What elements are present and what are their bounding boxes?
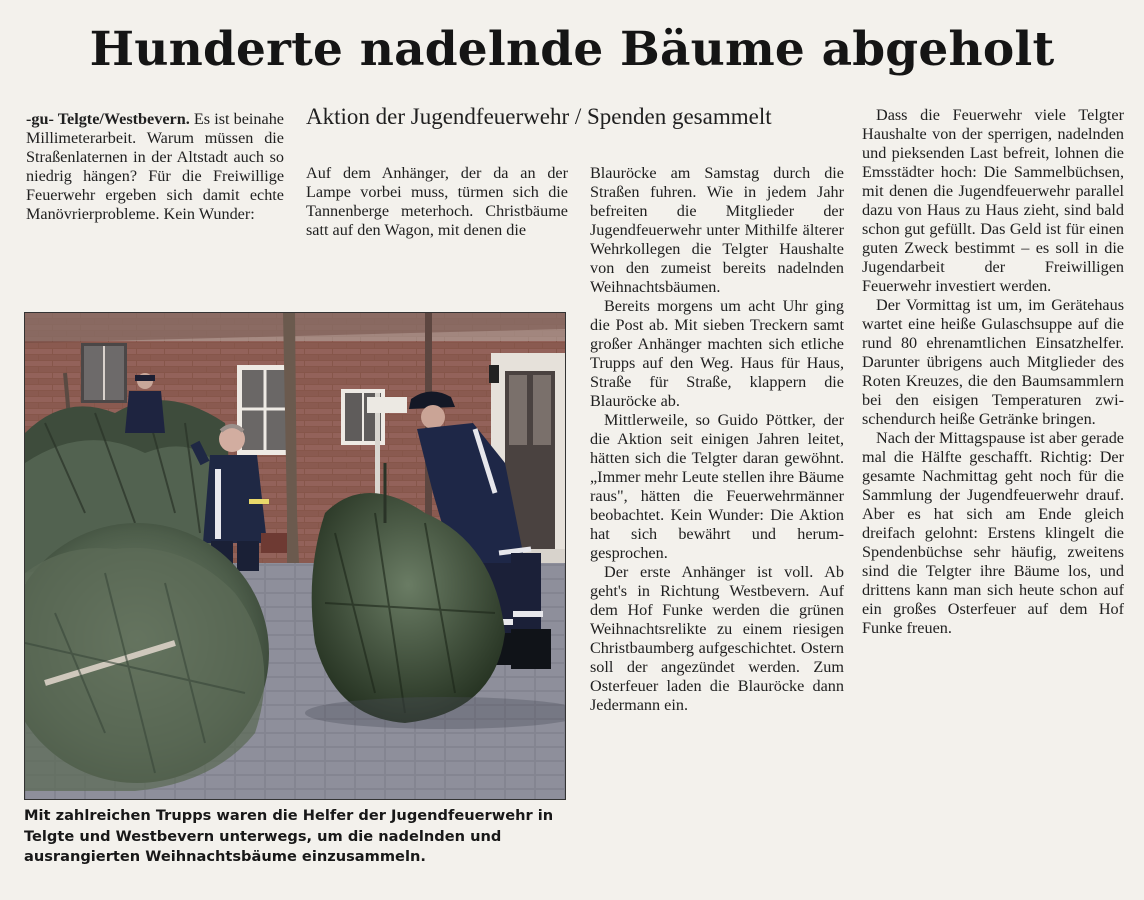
article-column-4 [862,106,1124,638]
dateline: -gu- Telgte/Westbevern. [26,110,190,128]
article-column-3 [590,164,844,715]
wall-lamp [489,365,499,383]
paragraph [26,110,284,224]
paragraph: Der Vormittag ist um, im Gerätehaus wartet eine heiße Gulaschsuppe auf die rund 80 ehrenamtlichen Einsatzhelfer. Darunter übrigens auch Mitglieder des Roten Kreuzes, die den Baumsammlern bei den eisigen Temperaturen zwischendurch heiße Getränke bringen. [862,296,1124,428]
news-photo [24,312,566,800]
window [81,343,127,403]
paragraph: Auf dem Anhänger, der da an der Lampe vorbei muss, türmen sich die Tannenberge meterhoch. Christbäume satt auf den Wagon, mit denen die [306,164,568,239]
photo-caption: Mit zahlreichen Trupps waren die Helfer der Jugendfeuerwehr in Telgte und Westbevern unterwegs, um die nadelnden und ausrangierten Weihnachtsbäume einzusammeln. [24,807,554,865]
subheadline: Aktion der Jugendfeuerwehr / Spenden gesammelt [306,104,772,129]
paragraph: Der erste Anhänger ist voll. Ab geht's in Richtung Westbevern. Auf dem Hof Funke werden die grünen Weihnachtsrelikte zu einem riesigen Christbaumberg aufgeschichtet. Ostern soll der angezündet werden. Zum Osterfeuer laden die Blauröcke dann Jedermann ein. [590,563,844,714]
paragraph: Blauröcke am Samstag durch die Straßen fuhren. Wie in jedem Jahr befreiten die Mitglieder der Jugendfeuerwehr unter Mithilfe älterer Wehrkollegen die Telgter Haushalte von den zumeist bereits nadelnden Weihnachtsbäumen. [590,164,844,296]
paragraph: Dass die Feuerwehr viele Telgter Haushalte von der sperrigen, nadelnden und pieksenden Last befreit, lohnen die Emsstädter hoch: Die Sammelbüchsen, mit denen die Jugendfeuerwehr parallel dazu von Haus zu Haus zieht, sind bald schon gut gefüllt. Das Geld ist für einen guten Zweck bestimmt – es soll in die Jugendarbeit der Freiwilligen Feuerwehr investiert werden. [862,106,1124,295]
paragraph: Mittlerweile, so Guido Pöttker, der die Aktion seit einigen Jahren leitet, hätten sich die Telgter daran gewöhnt. „Immer mehr Leute stellen ihre Bäume raus", hätten die Feuerwehrmänner beobachtet. Kein Wunder: Die Aktion hat sich bewährt und herumgesprochen. [590,411,844,562]
article-column-1 [26,110,284,224]
paragraph: Nach der Mittagspause ist aber gerade mal die Hälfte geschafft. Richtig: Der gesamte Nachmittag geht noch für die Sammlung der Jugendfeuerwehr drauf. Aber es hat sich am Ende gleich dreifach gelohnt: Erstens klingelt die Spendenbüchse sehr häufig, zweitens sind die Telgter ihre Bäume los, und drittens kann man sich heute schon auf ein großes Osterfeuer auf dem Hof Funke freuen. [862,429,1124,637]
paragraph-text: Es ist beinahe Millimeterarbeit. Warum müssen die Straßenlaternen in der Altstadt auch so niedrig hängen? Für die Freiwillige Feuerwehr ergeben sich damit echte Manövrierprobleme. Kein Wunder: [26,110,284,223]
paragraph: Bereits morgens um acht Uhr ging die Post ab. Mit sieben Treckern samt großer Anhänger machten sich etliche Trupps auf den Weg. Haus für Haus, Straße für Straße, klappern die Blauröcke ab. [590,297,844,410]
photo-illustration [25,313,565,799]
headline: Hunderte nadelnde Bäume abgeholt [89,22,1055,77]
article-column-2 [306,164,568,240]
christmas-tree-large [25,523,269,791]
